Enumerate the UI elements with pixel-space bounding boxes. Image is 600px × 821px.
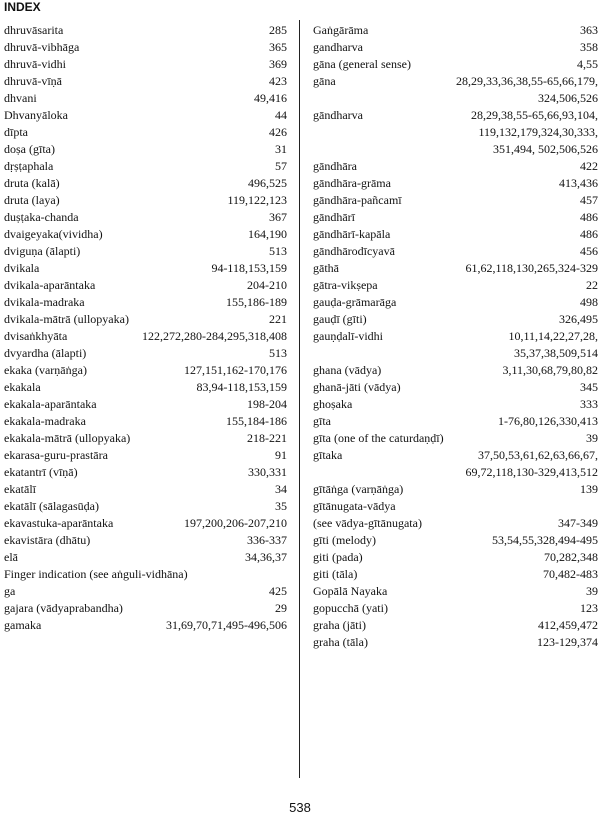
- index-entry: [4, 294, 287, 311]
- index-entry: [313, 481, 598, 498]
- index-pages: 70,282,348: [544, 550, 598, 564]
- index-entry: [4, 277, 287, 294]
- index-pages: 53,54,55,328,494-495: [492, 533, 598, 547]
- index-entry: [4, 192, 287, 209]
- index-term: ekakala-aparāntaka: [4, 397, 97, 411]
- index-term: gāndhāra-pañcamī: [313, 193, 402, 207]
- index-term: dṛṣṭaphala: [4, 159, 54, 173]
- index-term: duṣṭaka-chanda: [4, 210, 79, 224]
- index-entry: [313, 277, 598, 294]
- index-entry: [313, 158, 598, 175]
- index-term: gāndhāra: [313, 159, 357, 173]
- index-term: ekarasa-guru-prastāra: [4, 448, 108, 462]
- index-pages: 31,69,70,71,495-496,506: [166, 618, 287, 632]
- index-pages: 422: [580, 159, 598, 173]
- index-term: dvikala-madraka: [4, 295, 85, 309]
- index-term: gajara (vādyaprabandha): [4, 601, 123, 615]
- index-entry: [4, 107, 287, 124]
- index-pages: 345: [580, 380, 598, 394]
- index-pages: 155,184-186: [226, 414, 287, 428]
- index-entry: [313, 600, 598, 617]
- index-pages: 369: [269, 57, 287, 71]
- index-entry: [4, 345, 287, 362]
- index-entry: [313, 430, 598, 447]
- index-pages: 61,62,118,130,265,324-329: [465, 261, 598, 275]
- index-entry: [4, 617, 287, 634]
- index-term: Gaṅgārāma: [313, 23, 369, 37]
- index-pages: 498: [580, 295, 598, 309]
- index-entry: [4, 379, 287, 396]
- index-column-right: [313, 22, 598, 651]
- index-entry: [4, 226, 287, 243]
- index-term: dvaigeyaka(vividha): [4, 227, 103, 241]
- index-entry: [4, 430, 287, 447]
- index-term: Dhvanyāloka: [4, 108, 68, 122]
- index-entry: [4, 447, 287, 464]
- index-pages: 221: [269, 312, 287, 326]
- index-term: ekavastuka-aparāntaka: [4, 516, 114, 530]
- index-term: ekakala-mātrā (ullopyaka): [4, 431, 131, 445]
- index-pages: 139: [580, 482, 598, 496]
- index-entry: [313, 294, 598, 311]
- index-term: giti (tāla): [313, 567, 358, 581]
- index-entry: [313, 634, 598, 651]
- index-entry: [4, 532, 287, 549]
- index-pages: 31: [275, 142, 287, 156]
- index-term: gīta (one of the caturdaṇḍī): [313, 431, 444, 445]
- index-pages: 28,29,33,36,38,55-65,66,179, 324,506,526: [456, 74, 598, 105]
- index-term: gopucchā (yati): [313, 601, 388, 615]
- index-entry: [4, 124, 287, 141]
- index-term: gīti (melody): [313, 533, 376, 547]
- index-pages: 423: [269, 74, 287, 88]
- index-pages: 122,272,280-284,295,318,408: [142, 329, 287, 343]
- index-term: gītaka: [313, 448, 343, 462]
- index-entry: [313, 22, 598, 39]
- index-pages: 22: [586, 278, 598, 292]
- index-term: gītāṅga (varṇāṅga): [313, 482, 404, 496]
- index-pages: 28,29,38,55-65,66,93,104, 119,132,179,324,30,333, 351,494, 502,506,526: [471, 108, 598, 156]
- index-term: druta (laya): [4, 193, 60, 207]
- index-term: dvikala: [4, 261, 40, 275]
- index-term: dhruvāsarita: [4, 23, 64, 37]
- index-term: ghoṣaka: [313, 397, 353, 411]
- index-pages: 486: [580, 210, 598, 224]
- index-pages: 347-349: [558, 516, 598, 530]
- index-term: gāthā: [313, 261, 339, 275]
- index-term: dvisaṅkhyāta: [4, 329, 68, 343]
- index-term: giti (pada): [313, 550, 363, 564]
- index-pages: 39: [586, 584, 598, 598]
- index-entry: [313, 583, 598, 600]
- index-entry: [313, 362, 598, 379]
- index-term: ekatantrī (vīṇā): [4, 465, 78, 479]
- index-entry: [313, 243, 598, 260]
- index-pages: 486: [580, 227, 598, 241]
- index-term: gīta: [313, 414, 331, 428]
- index-entry: [4, 583, 287, 600]
- index-term: gauḍī (gīti): [313, 312, 367, 326]
- index-term: gātra-vikṣepa: [313, 278, 378, 292]
- index-pages: 34: [275, 482, 287, 496]
- index-entry: [4, 243, 287, 260]
- index-entry: [4, 209, 287, 226]
- index-term: Gopālā Nayaka: [313, 584, 388, 598]
- index-term: ghanā-jāti (vādya): [313, 380, 401, 394]
- index-entry: [313, 73, 598, 107]
- index-pages: 44: [275, 108, 287, 122]
- index-entry: [313, 396, 598, 413]
- index-pages: 333: [580, 397, 598, 411]
- index-term: dvyardha (ālapti): [4, 346, 87, 360]
- index-term: gāna (general sense): [313, 57, 411, 71]
- index-entry: [313, 311, 598, 328]
- index-term: dvikala-mātrā (ullopyaka): [4, 312, 129, 326]
- index-pages: 326,495: [559, 312, 598, 326]
- index-entry: [4, 260, 287, 277]
- index-entry: [313, 56, 598, 73]
- index-column-left: [4, 22, 287, 634]
- index-pages: 35: [275, 499, 287, 513]
- index-entry: [313, 447, 598, 481]
- index-pages: 336-337: [247, 533, 287, 547]
- index-entry: [4, 549, 287, 566]
- index-entry: [313, 175, 598, 192]
- index-term: Finger indication (see aṅguli-vidhāna): [4, 567, 188, 581]
- index-term: gāndhārī-kapāla: [313, 227, 391, 241]
- index-pages: 413,436: [559, 176, 598, 190]
- index-term: gamaka: [4, 618, 42, 632]
- index-entry: [313, 532, 598, 549]
- index-term: gītānugata-vādya (see vādya-gītānugata): [313, 499, 422, 530]
- index-entry: [313, 617, 598, 634]
- index-pages: 1-76,80,126,330,413: [498, 414, 598, 428]
- index-term: dviguṇa (ālapti): [4, 244, 81, 258]
- index-term: elā: [4, 550, 18, 564]
- index-pages: 198-204: [247, 397, 287, 411]
- index-term: ekavistāra (dhātu): [4, 533, 91, 547]
- index-term: druta (kalā): [4, 176, 60, 190]
- index-entry: [313, 549, 598, 566]
- index-entry: [4, 413, 287, 430]
- index-entry: [4, 515, 287, 532]
- index-entry: [313, 379, 598, 396]
- index-pages: 57: [275, 159, 287, 173]
- index-pages: 365: [269, 40, 287, 54]
- index-entry: [4, 39, 287, 56]
- index-term: dhruvā-vibhāga: [4, 40, 80, 54]
- index-entry: [4, 362, 287, 379]
- index-entry: [4, 73, 287, 90]
- index-term: ekakala: [4, 380, 41, 394]
- index-pages: 367: [269, 210, 287, 224]
- index-pages: 412,459,472: [538, 618, 598, 632]
- index-pages: 34,36,37: [245, 550, 287, 564]
- index-term: ga: [4, 584, 16, 598]
- index-term: gāna: [313, 74, 336, 88]
- page-number: 538: [289, 800, 311, 815]
- index-pages: 10,11,14,22,27,28, 35,37,38,509,514: [508, 329, 598, 360]
- index-term: dvikala-aparāntaka: [4, 278, 96, 292]
- index-entry: [313, 498, 598, 532]
- index-entry: [4, 566, 287, 583]
- index-pages: 4,55: [577, 57, 598, 71]
- index-entry: [313, 192, 598, 209]
- index-pages: 496,525: [248, 176, 287, 190]
- index-term: ekakala-madraka: [4, 414, 86, 428]
- index-entry: [4, 158, 287, 175]
- index-pages: 513: [269, 244, 287, 258]
- index-pages: 94-118,153,159: [211, 261, 287, 275]
- index-pages: 164,190: [248, 227, 287, 241]
- index-pages: 358: [580, 40, 598, 54]
- index-pages: 285: [269, 23, 287, 37]
- index-pages: 123: [580, 601, 598, 615]
- index-entry: [313, 107, 598, 158]
- index-term: dhruvā-vidhi: [4, 57, 66, 71]
- index-entry: [313, 39, 598, 56]
- index-entry: [4, 464, 287, 481]
- index-term: gāndharva: [313, 108, 363, 122]
- index-pages: 70,482-483: [543, 567, 598, 581]
- index-term: graha (tāla): [313, 635, 368, 649]
- index-entry: [313, 328, 598, 362]
- index-term: gāndhārodīcyavā: [313, 244, 395, 258]
- index-term: ghana (vādya): [313, 363, 382, 377]
- index-pages: 37,50,53,61,62,63,66,67, 69,72,118,130-329,413,512: [465, 448, 598, 479]
- index-term: dhvani: [4, 91, 37, 105]
- index-entry: [313, 209, 598, 226]
- index-term: gāndhāra-grāma: [313, 176, 391, 190]
- index-term: dhruvā-vīṇā: [4, 74, 62, 88]
- index-pages: 425: [269, 584, 287, 598]
- index-entry: [313, 260, 598, 277]
- index-term: graha (jāti): [313, 618, 366, 632]
- index-pages: 123-129,374: [537, 635, 598, 649]
- index-entry: [4, 141, 287, 158]
- index-pages: 513: [269, 346, 287, 360]
- index-term: ekaka (varṇāṅga): [4, 363, 87, 377]
- index-pages: 197,200,206-207,210: [184, 516, 287, 530]
- index-pages: 218-221: [247, 431, 287, 445]
- index-entry: [4, 328, 287, 345]
- index-entry: [313, 226, 598, 243]
- column-divider: [299, 20, 300, 778]
- index-entry: [313, 413, 598, 430]
- index-entry: [4, 396, 287, 413]
- index-pages: 456: [580, 244, 598, 258]
- index-term: dīpta: [4, 125, 28, 139]
- index-entry: [313, 566, 598, 583]
- index-term: gāndhārī: [313, 210, 355, 224]
- index-pages: 330,331: [248, 465, 287, 479]
- index-entry: [4, 600, 287, 617]
- index-pages: 49,416: [254, 91, 287, 105]
- index-entry: [4, 22, 287, 39]
- index-term: doṣa (gīta): [4, 142, 55, 156]
- index-heading: INDEX: [4, 0, 41, 14]
- index-entry: [4, 481, 287, 498]
- index-pages: 119,122,123: [227, 193, 287, 207]
- index-pages: 91: [275, 448, 287, 462]
- index-pages: 29: [275, 601, 287, 615]
- index-term: ekatālī: [4, 482, 36, 496]
- index-pages: 426: [269, 125, 287, 139]
- index-term: gandharva: [313, 40, 363, 54]
- index-pages: 204-210: [247, 278, 287, 292]
- index-entry: [4, 498, 287, 515]
- index-entry: [4, 56, 287, 73]
- index-pages: 127,151,162-170,176: [184, 363, 287, 377]
- index-entry: [4, 311, 287, 328]
- index-term: gauṇḍalī-vidhi: [313, 329, 383, 343]
- index-entry: [4, 175, 287, 192]
- index-pages: 457: [580, 193, 598, 207]
- index-term: gauḍa-grāmarāga: [313, 295, 397, 309]
- index-pages: 3,11,30,68,79,80,82: [502, 363, 598, 377]
- index-pages: 155,186-189: [226, 295, 287, 309]
- index-pages: 39: [586, 431, 598, 445]
- index-pages: 363: [580, 23, 598, 37]
- index-term: ekatālī (sālagasūḍa): [4, 499, 99, 513]
- index-entry: [4, 90, 287, 107]
- index-pages: 83,94-118,153,159: [196, 380, 287, 394]
